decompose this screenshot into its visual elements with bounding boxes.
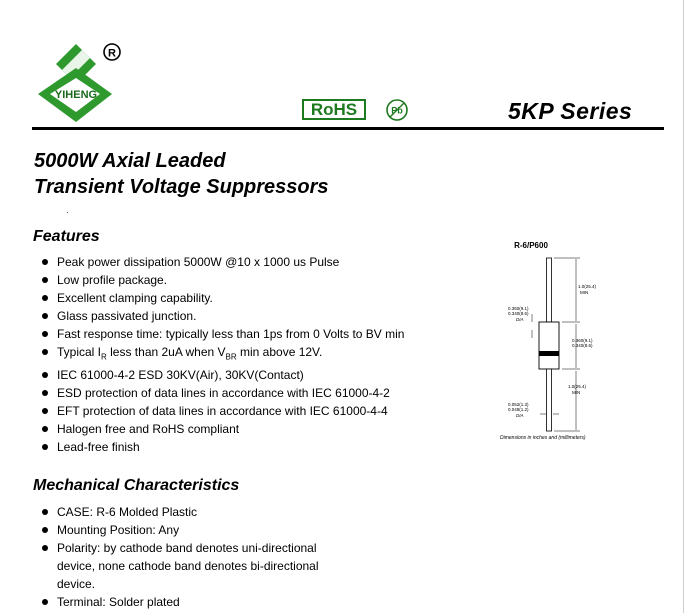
registered-mark: R [108, 47, 116, 60]
dim-body-dia-3: DIA [516, 317, 524, 322]
list-item: Low profile package. [40, 271, 404, 289]
package-label: R-6/P600 [514, 241, 548, 250]
pb-text: Pb [391, 105, 403, 116]
mechanical-heading: Mechanical Characteristics [33, 477, 240, 494]
list-item: Excellent clamping capability. [40, 289, 404, 307]
dim-lead-dia-1: 0.052(1.3) [508, 402, 529, 407]
features-heading: Features [33, 228, 100, 245]
list-item: Typical $I_R$ less than 2uA when $V_{BR}$ min above 12V. [40, 343, 404, 366]
stray-dot: · [66, 208, 69, 217]
list-item: EFT protection of data lines in accordance with IEC 61000-4-4 [40, 402, 404, 420]
dim-top-2: MIN [580, 290, 589, 295]
dim-lead-dia-2: 0.048(1.2) [508, 407, 529, 412]
dim-body-len-1: 0.360(9.1) [572, 338, 593, 343]
title-line-2: Transient Voltage Suppressors [34, 176, 329, 198]
dim-top-1: 1.0(25.4) [578, 284, 597, 289]
cathode-band [539, 351, 559, 356]
list-item: Terminal: Solder plated [40, 593, 347, 611]
lead-free-icon [385, 98, 409, 122]
features-list [40, 253, 404, 456]
dim-lead-dia-3: DIA [516, 413, 524, 418]
yiheng-logo [34, 38, 134, 128]
dim-bot-1: 1.0(25.4) [568, 384, 587, 389]
list-item: Polarity: by cathode band denotes uni-directional device, none cathode band denotes bi-directional device. [40, 539, 347, 593]
dim-body-len-2: 0.340(8.6) [572, 343, 593, 348]
dim-bot-2: MIN [572, 390, 581, 395]
bottom-lead [547, 369, 552, 431]
top-lead [547, 258, 552, 322]
series-title: 5KP Series [508, 98, 633, 124]
title-line-1: 5000W Axial Leaded [34, 150, 226, 172]
dimensions-note: Dimensions in inches and (millimeters) [500, 435, 586, 441]
logo-brand-text: YIHENG [54, 89, 98, 101]
diode-body [539, 322, 559, 369]
list-item: ESD protection of data lines in accordance with IEC 61000-4-2 [40, 384, 404, 402]
list-item: Lead-free finish [40, 438, 404, 456]
list-item: Fast response time: typically less than 1ps from 0 Volts to BV min [40, 325, 404, 343]
dim-body-dia-2: 0.340(8.6) [508, 311, 529, 316]
list-item: CASE: R-6 Molded Plastic [40, 503, 347, 521]
dim-body-dia-1: 0.360(9.1) [508, 306, 529, 311]
document-title [34, 148, 329, 200]
mechanical-list [40, 503, 347, 611]
list-item: IEC 61000-4-2 ESD 30KV(Air), 30KV(Contact) [40, 366, 404, 384]
package-diagram [496, 238, 616, 448]
list-item: Peak power dissipation 5000W @10 x 1000 us Pulse [40, 253, 404, 271]
list-item: Mounting Position: Any [40, 521, 347, 539]
header-rule [32, 127, 664, 130]
list-item: Halogen free and RoHS compliant [40, 420, 404, 438]
rohs-badge: RoHS [302, 99, 366, 120]
list-item: Glass passivated junction. [40, 307, 404, 325]
